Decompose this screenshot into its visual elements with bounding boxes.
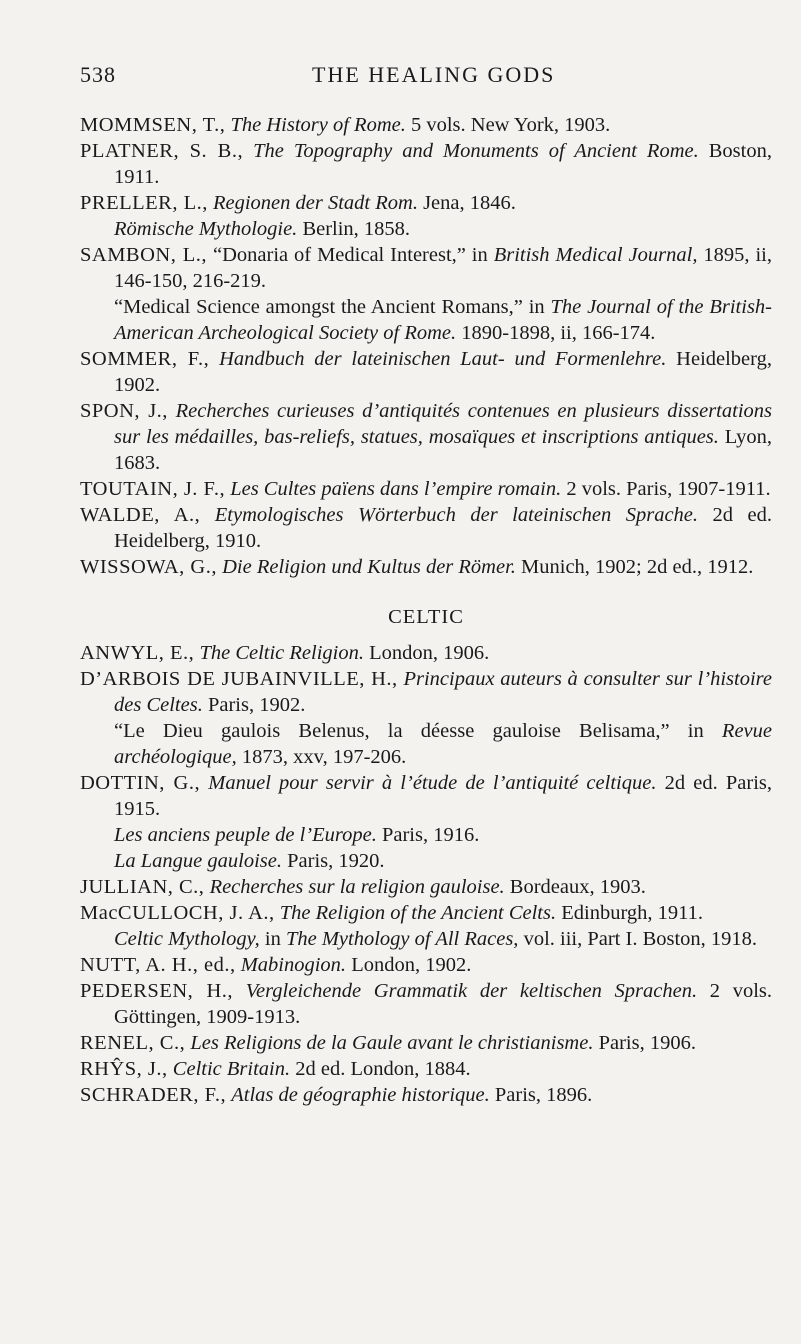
entry-title: Römische Mythologie. xyxy=(114,218,298,240)
entry-connector: in xyxy=(259,928,286,950)
entry-title: La Langue gauloise. xyxy=(114,850,282,872)
entry-author: WALDE, A., xyxy=(80,504,201,526)
bibliography-entry xyxy=(80,640,772,666)
entry-title: The Religion of the Ancient Celts. xyxy=(279,902,557,924)
entry-author: SPON, J., xyxy=(80,400,168,422)
entry-author: ANWYL, E., xyxy=(80,642,195,664)
entry-title: The History of Rome. xyxy=(230,114,406,136)
entry-publication: 1895, ii, 146-150, 216-219. xyxy=(114,244,772,292)
bibliography-entry xyxy=(80,822,772,848)
entry-publication: Berlin, 1858. xyxy=(297,218,411,240)
entry-series-title: The Mythology of All Races, xyxy=(285,928,519,950)
entry-publication: 2d ed. London, 1884. xyxy=(290,1058,471,1080)
entry-publication: 2 vols. Paris, 1907-1911. xyxy=(561,478,771,500)
entry-title: Les Cultes païens dans l’empire romain. xyxy=(230,478,562,500)
entry-title: Regionen der Stadt Rom. xyxy=(212,192,418,214)
entry-title: Les Religions de la Gaule avant le christianisme. xyxy=(190,1032,594,1054)
entry-publication: Boston, 1911. xyxy=(114,140,772,188)
bibliography-entry xyxy=(80,242,772,294)
entry-title: Revue archéologique, xyxy=(114,720,772,768)
bibliography-entry xyxy=(80,900,772,926)
entry-author: MOMMSEN, T., xyxy=(80,114,226,136)
entry-publication: Munich, 1902; 2d ed., 1912. xyxy=(515,556,754,578)
bibliography-entry xyxy=(80,502,772,554)
entry-title: Handbuch der lateinischen Laut- und Formenlehre. xyxy=(219,348,667,370)
entry-author: PRELLER, L., xyxy=(80,192,208,214)
roman-bibliography xyxy=(80,112,772,580)
bibliography-entry xyxy=(80,112,772,138)
entry-publication: Paris, 1906. xyxy=(593,1032,696,1054)
bibliography-entry xyxy=(80,216,772,242)
entry-title: The Celtic Religion. xyxy=(199,642,364,664)
entry-author: SAMBON, L., xyxy=(80,244,208,266)
bibliography-entry xyxy=(80,926,772,952)
entry-title: Etymologisches Wörterbuch der lateinischen Sprache. xyxy=(214,504,699,526)
bibliography-entry xyxy=(80,346,772,398)
entry-publication: Jena, 1846. xyxy=(417,192,516,214)
page-number: 538 xyxy=(80,62,116,87)
bibliography-entry xyxy=(80,1056,772,1082)
entry-author: PLATNER, S. B., xyxy=(80,140,244,162)
celtic-bibliography xyxy=(80,640,772,1108)
entry-title: Vergleichende Grammatik der keltischen Sprachen. xyxy=(245,980,698,1002)
entry-publication: Heidelberg, 1902. xyxy=(114,348,772,396)
section-heading-celtic: CELTIC xyxy=(388,606,464,628)
bibliography-entry xyxy=(80,1030,772,1056)
bibliography-entry xyxy=(80,138,772,190)
entry-publication: vol. iii, Part I. Boston, 1918. xyxy=(518,928,758,950)
entry-publication: 1873, xxv, 197-206. xyxy=(236,746,407,768)
bibliography-entry xyxy=(80,978,772,1030)
entry-title: The Topography and Monuments of Ancient Rome. xyxy=(253,140,699,162)
entry-title: Atlas de géographie historique. xyxy=(231,1084,490,1106)
entry-publication: 2d ed. Paris, 1915. xyxy=(114,772,773,820)
entry-publication: London, 1902. xyxy=(346,954,472,976)
entry-publication: 2d ed. Heidelberg, 1910. xyxy=(114,504,773,552)
entry-article: “Donaria of Medical Interest,” in xyxy=(207,244,494,266)
entry-article: “Le Dieu gaulois Belenus, la déesse gauloise Belisama,” in xyxy=(114,720,722,742)
entry-author: JULLIAN, C., xyxy=(80,876,205,898)
entry-author: MacCULLOCH, J. A., xyxy=(80,902,275,924)
bibliography-entry xyxy=(80,1082,772,1108)
entry-publication: Lyon, 1683. xyxy=(114,426,772,474)
entry-title: Celtic Britain. xyxy=(172,1058,291,1080)
bibliography-entry xyxy=(80,952,772,978)
bibliography-entry xyxy=(80,190,772,216)
entry-author: PEDERSEN, H., xyxy=(80,980,234,1002)
entry-title: Les anciens peuple de l’Europe. xyxy=(114,824,377,846)
entry-author: NUTT, A. H., ed., xyxy=(80,954,236,976)
entry-author: RHŶS, J., xyxy=(80,1058,168,1080)
entry-author: TOUTAIN, J. F., xyxy=(80,478,226,500)
entry-title: Recherches sur la religion gauloise. xyxy=(209,876,505,898)
entry-author: SOMMER, F., xyxy=(80,348,210,370)
entry-publication: 1890-1898, ii, 166-174. xyxy=(456,322,656,344)
entry-author: SCHRADER, F., xyxy=(80,1084,227,1106)
entry-title: Recherches curieuses d’antiquités contenues en plusieurs dissertations sur les médailles, bas-reliefs, statues, mosaïques et inscriptions antiques. xyxy=(114,400,772,448)
entry-author: RENEL, C., xyxy=(80,1032,186,1054)
entry-title: Celtic Mythology, xyxy=(114,928,260,950)
bibliography-entry xyxy=(80,874,772,900)
bibliography-entry xyxy=(80,666,772,718)
entry-publication: 2 vols. Göttingen, 1909-1913. xyxy=(114,980,773,1028)
bibliography-entry xyxy=(80,554,772,580)
running-title: THE HEALING GODS xyxy=(312,62,556,87)
bibliography xyxy=(80,112,772,1108)
entry-publication: London, 1906. xyxy=(363,642,490,664)
entry-publication: Bordeaux, 1903. xyxy=(504,876,646,898)
bibliography-entry xyxy=(80,294,772,346)
entry-article: “Medical Science amongst the Ancient Romans,” in xyxy=(114,296,551,318)
entry-title: British Medical Journal, xyxy=(493,244,698,266)
entry-publication: Paris, 1916. xyxy=(376,824,480,846)
bibliography-entry xyxy=(80,848,772,874)
entry-author: WISSOWA, G., xyxy=(80,556,217,578)
entry-author: D’ARBOIS DE JUBAINVILLE, H., xyxy=(80,668,398,690)
entry-title: Principaux auteurs à consulter sur l’histoire des Celtes. xyxy=(114,668,772,716)
entry-title: Manuel pour servir à l’étude de l’antiquité celtique. xyxy=(208,772,657,794)
entry-title: The Journal of the British-American Archeological Society of Rome. xyxy=(114,296,772,344)
bibliography-entry xyxy=(80,398,772,476)
entry-author: DOTTIN, G., xyxy=(80,772,201,794)
running-head xyxy=(80,62,740,92)
entry-publication: Edinburgh, 1911. xyxy=(556,902,704,924)
entry-title: Mabinogion. xyxy=(240,954,347,976)
bibliography-entry xyxy=(80,770,772,822)
entry-publication: 5 vols. New York, 1903. xyxy=(405,114,611,136)
bibliography-entry xyxy=(80,718,772,770)
entry-publication: Paris, 1902. xyxy=(202,694,306,716)
entry-publication: Paris, 1920. xyxy=(282,850,385,872)
bibliography-entry xyxy=(80,476,772,502)
entry-title: Die Religion und Kultus der Römer. xyxy=(222,556,516,578)
entry-publication: Paris, 1896. xyxy=(489,1084,593,1106)
